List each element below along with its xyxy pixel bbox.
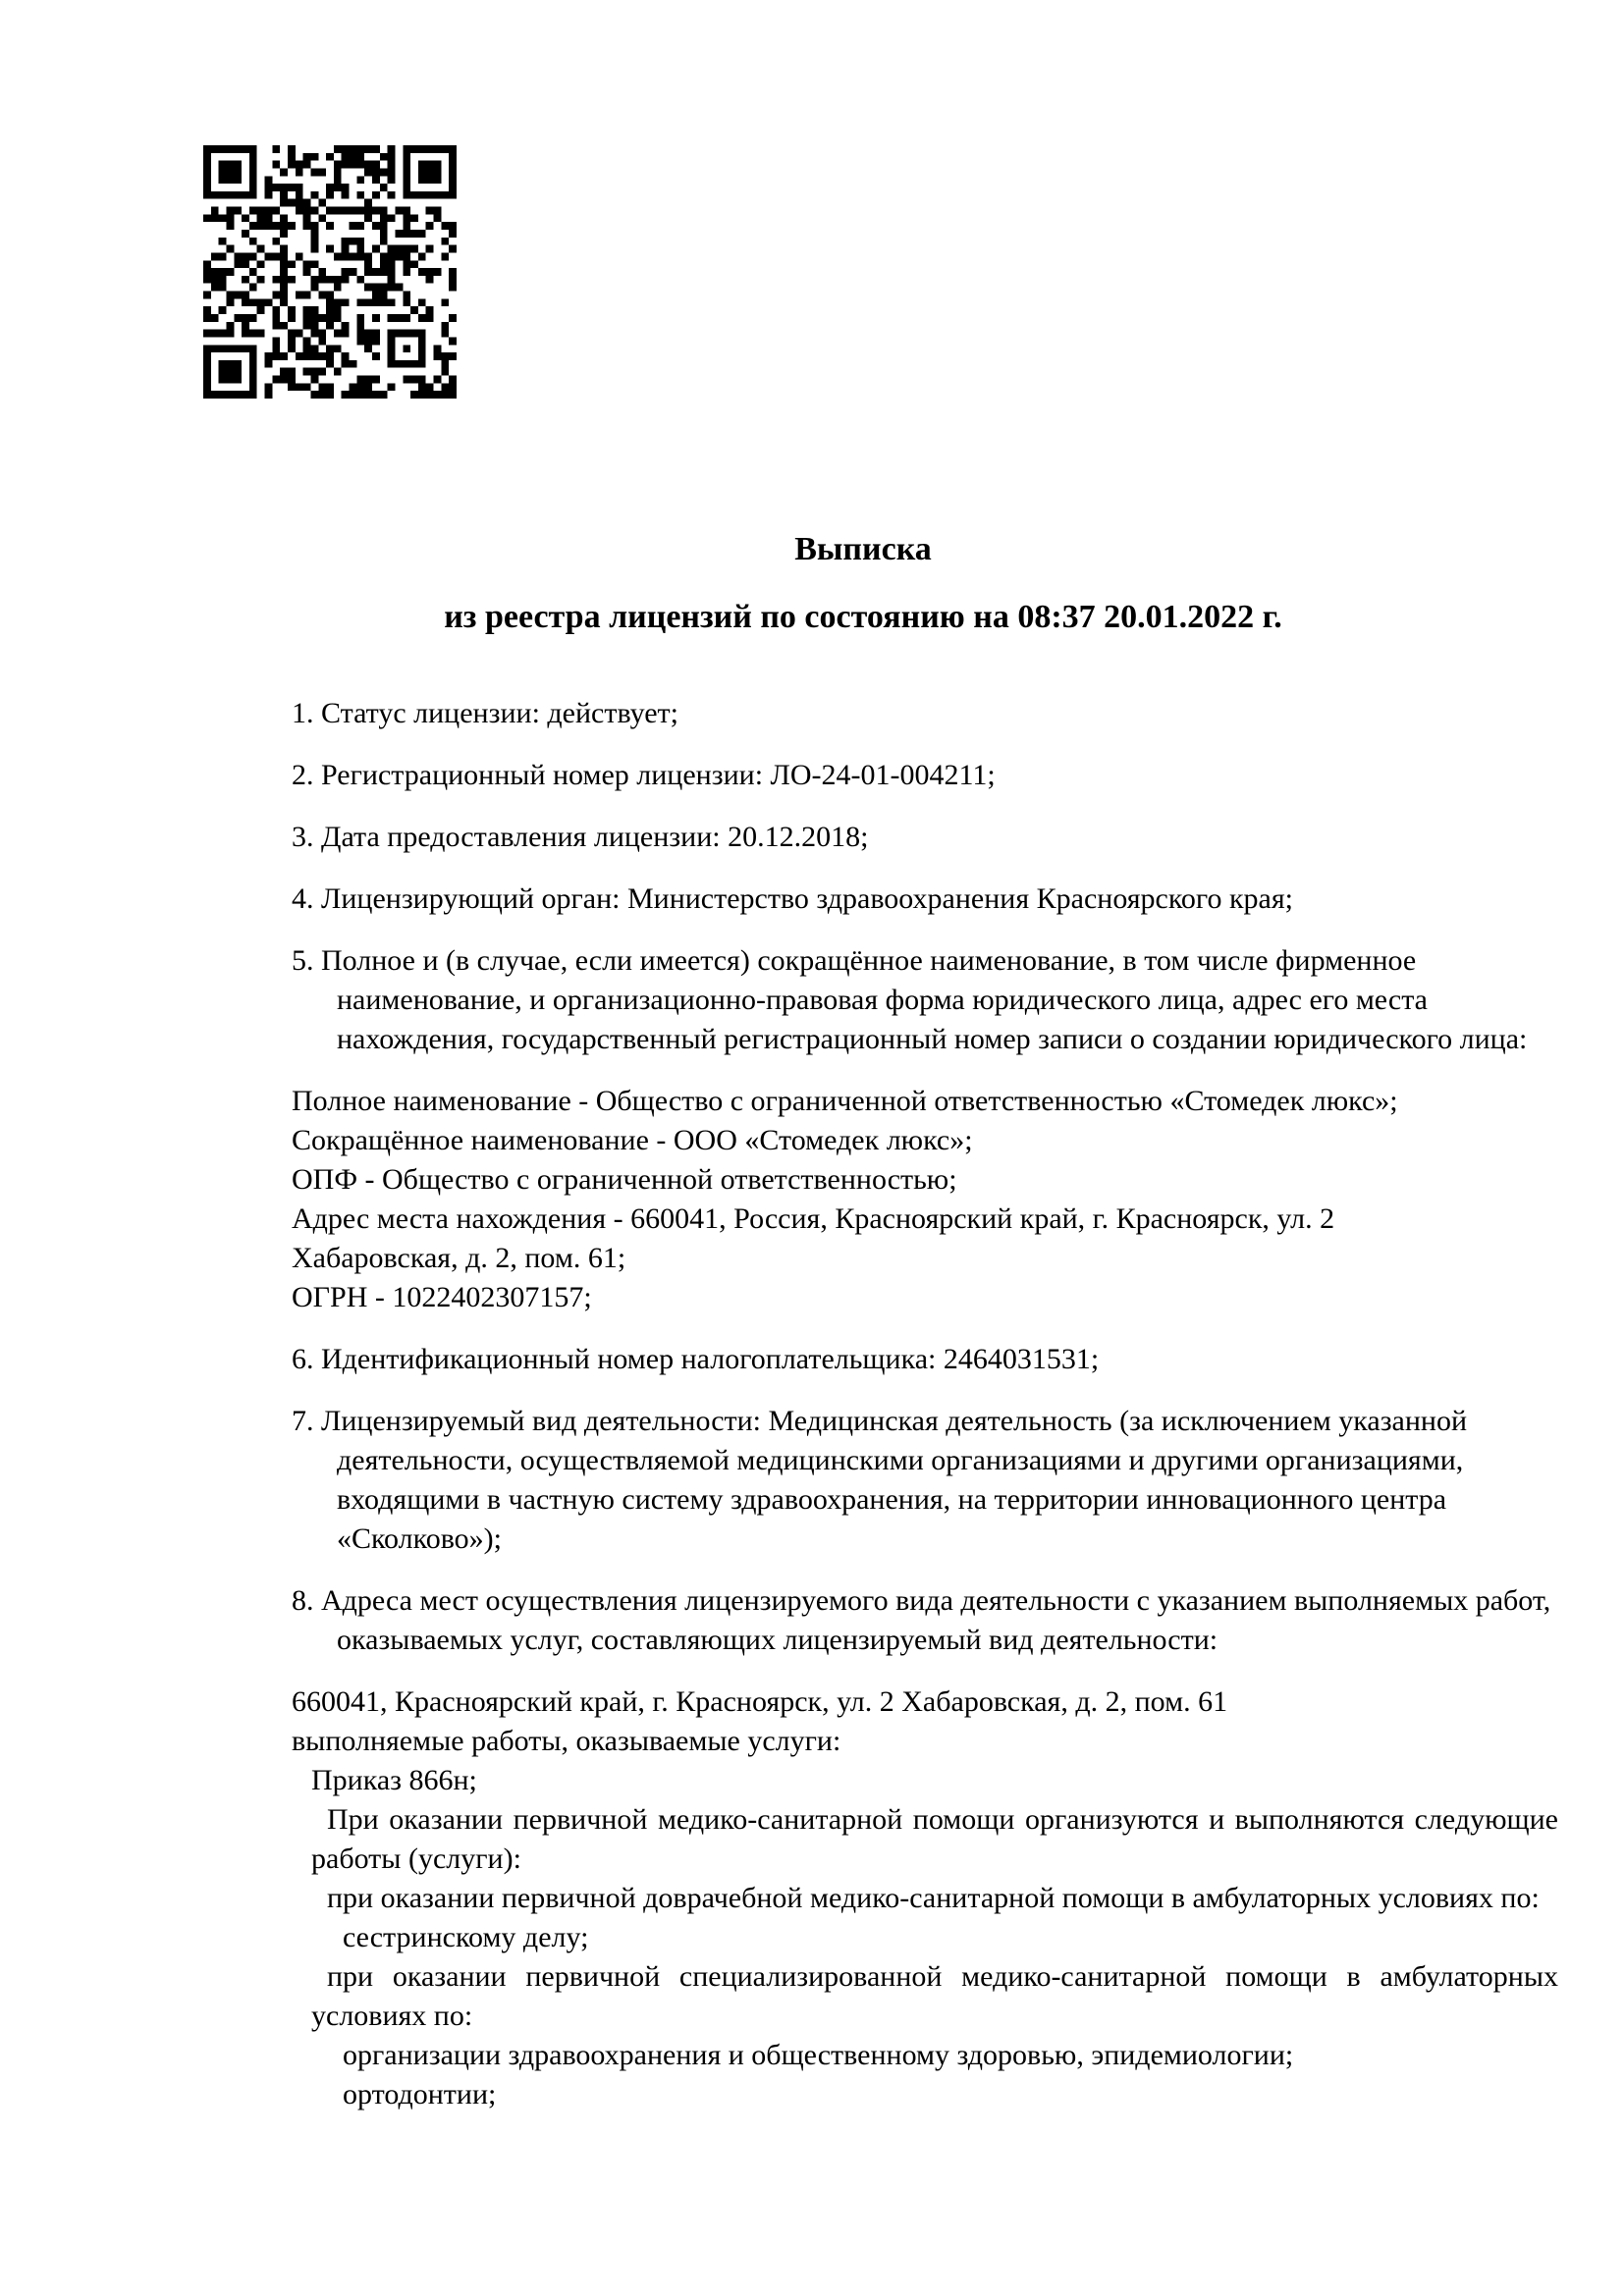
legal-form: ОПФ - Общество с ограниченной ответственностью; [292, 1163, 957, 1196]
list-item: 1. Статус лицензии: действует; [292, 697, 678, 729]
qr-code-icon [203, 145, 457, 399]
list-item: 2. Регистрационный номер лицензии: ЛО-24-01-004211; [292, 759, 996, 791]
activity-locations [292, 1682, 1558, 2114]
document-title: Выписка [794, 531, 932, 567]
prehospital-care-intro: при оказании первичной доврачебной медико-санитарной помощи в амбулаторных условиях по: [327, 1882, 1540, 1914]
location-address: 660041, Красноярский край, г. Красноярск, ул. 2 Хабаровская, д. 2, пом. 61 [292, 1685, 1228, 1718]
list-item: 7. Лицензируемый вид деятельности: Медицинская деятельность (за исключением указанной деятельности, осуществляемой медицинскими организациями и другими организациями, входящими в частную систему здравоохранения, на территории инновационного центра «Сколково»); [292, 1405, 1468, 1555]
organization-details [292, 1082, 1558, 1317]
short-name: Сокращённое наименование - ООО «Стомедек люкс»; [292, 1124, 973, 1156]
order-reference: Приказ 866н; [311, 1764, 477, 1796]
list-item: 4. Лицензирующий орган: Министерство здравоохранения Красноярского края; [292, 882, 1293, 915]
address-line: Хабаровская, д. 2, пом. 61; [292, 1242, 626, 1274]
primary-care-intro: При оказании первичной медико-санитарной помощи организуются и выполняются следующие работы (услуги): [311, 1803, 1558, 1875]
list-item: 6. Идентификационный номер налогоплательщика: 2464031531; [292, 1343, 1100, 1375]
specialized-care-intro: при оказании первичной специализированной медико-санитарной помощи в амбулаторных условиях по: [311, 1960, 1558, 2032]
ogrn: ОГРН - 1022402307157; [292, 1281, 592, 1313]
full-name: Полное наименование - Общество с ограниченной ответственностью «Стомедек люкс»; [292, 1085, 1398, 1117]
list-item: 5. Полное и (в случае, если имеется) сокращённое наименование, в том числе фирменное наименование, и организационно-правовая форма юридического лица, адрес его места нахождения, государственный регистрационный номер записи о создании юридического лица: [292, 944, 1528, 1055]
address-line: Адрес места нахождения - 660041, Россия, Красноярский край, г. Красноярск, ул. 2 [292, 1202, 1335, 1235]
list-item: 3. Дата предоставления лицензии: 20.12.2018; [292, 821, 869, 853]
service-item: сестринскому делу; [343, 1921, 589, 1953]
services-label: выполняемые работы, оказываемые услуги: [292, 1725, 841, 1757]
document-subtitle: из реестра лицензий по состоянию на 08:37 20.01.2022 г. [444, 599, 1282, 635]
document-body [292, 694, 1558, 2114]
list-item: 8. Адреса мест осуществления лицензируемого вида деятельности с указанием выполняемых работ, оказываемых услуг, составляющих лицензируемый вид деятельности: [292, 1584, 1551, 1656]
service-item: организации здравоохранения и общественному здоровью, эпидемиологии; [343, 2039, 1294, 2071]
service-item: ортодонтии; [343, 2078, 497, 2110]
